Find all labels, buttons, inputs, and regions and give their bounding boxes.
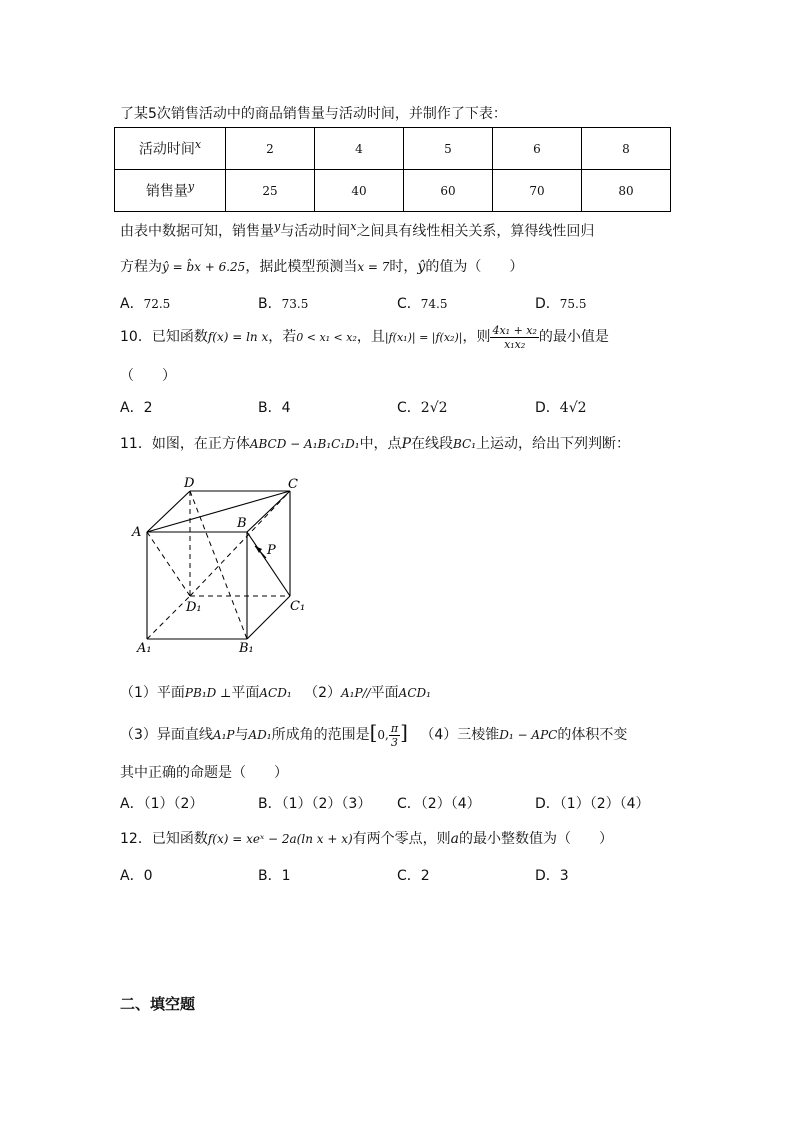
label-d1: D₁ [186,600,202,615]
q11-statements-1-2: （1）平面PB₁D ⊥平面ACD₁ （2）A₁P//平面ACD₁ [120,685,431,701]
table-cell: 6 [493,128,582,170]
label-a: A [132,525,142,540]
fraction: $\frac{\pi}{3}$ [390,721,399,749]
table-cell: 80 [582,170,671,212]
table-cell: 2 [226,128,315,170]
table-row [115,170,671,212]
q10-paren: （ ） [120,368,176,384]
option-c[interactable]: C．74.5 [397,296,448,312]
q11-statements-3-4: （3）异面直线A₁P与AD₁所成角的范围是[0, $\frac{\pi}{3}$ ] （4）三棱锥D₁ − APC的体积不变 [120,720,628,749]
edge-b-c1 [247,532,290,596]
option-a[interactable]: A．0 [120,868,153,884]
table-cell: 4 [315,128,404,170]
option-b[interactable]: B．4 [258,400,291,416]
q9-line1: 由表中数据可知，销售量$^y$与活动时间$^x$之间具有线性相关关系，算得线性回归 [120,220,595,240]
table-cell: 40 [315,170,404,212]
option-c[interactable]: C．（2）（4） [397,796,481,812]
section-title: 二、填空题 [120,995,196,1013]
label-b: B [237,516,247,531]
q9-line2: 方程为ŷ = b̂x + 6.25，据此模型预测当x = 7时，ŷ的值为（ ） [120,259,524,275]
table-cell: 25 [226,170,315,212]
option-a[interactable]: A．（1）（2） [120,796,204,812]
option-a[interactable]: A．72.5 [120,296,171,312]
label-c: C [288,477,298,492]
table-cell: 70 [493,170,582,212]
edge-a-d1 [147,532,190,596]
edge-b1-c1 [247,596,290,639]
edge-d-b1 [190,491,247,639]
edge-a1-d1 [147,596,190,639]
row-header: 销售量$^y$ [115,170,226,212]
option-d[interactable]: D．75.5 [535,296,587,312]
option-a[interactable]: A．2 [120,400,153,416]
row-header: 活动时间$^x$ [115,128,226,170]
option-c[interactable]: C．2 [397,868,430,884]
option-b[interactable]: B．73.5 [258,296,309,312]
label-d: D [184,476,195,491]
table-cell: 5 [404,128,493,170]
intro-text: 了某5次销售活动中的商品销售量与活动时间，并制作了下表： [120,106,507,122]
option-b[interactable]: B．1 [258,868,291,884]
label-b1: B₁ [239,641,254,656]
option-c[interactable]: C．2√2 [397,400,448,416]
option-b[interactable]: B．（1）（2）（3） [258,796,372,812]
label-a1: A₁ [137,641,152,656]
table-cell: 60 [404,170,493,212]
q10-stem: 10．已知函数f(x) = ln x，若0 < x₁ < x₂，且|f(x₁)| = |f(x₂)|，则 $\frac{\text{4x₁ + x₂}}{\text{x₁x₂}}$ 的最小值是 [120,323,609,351]
q12-stem: 12．已知函数f(x) = xeˣ − 2a(ln x + x)有两个零点，则a的最小整数值为（ ） [120,831,614,847]
option-d[interactable]: D．（1）（2）（4） [535,796,650,812]
label-p: P [267,543,276,558]
q11-closing: 其中正确的命题是（ ） [120,765,288,781]
fraction: $\frac{\text{4x₁ + x₂}}{\text{x₁x₂}}$ [492,323,537,351]
table-row [115,128,671,170]
label-c1: C₁ [290,599,306,614]
option-d[interactable]: D．3 [535,868,569,884]
table-cell: 8 [582,128,671,170]
option-d[interactable]: D．4√2 [535,400,587,416]
cube-figure [128,474,338,656]
data-table [114,127,671,212]
q11-stem: 11．如图，在正方体ABCD − A₁B₁C₁D₁中，点P在线段BC₁上运动，给出下列判断： [120,436,631,452]
